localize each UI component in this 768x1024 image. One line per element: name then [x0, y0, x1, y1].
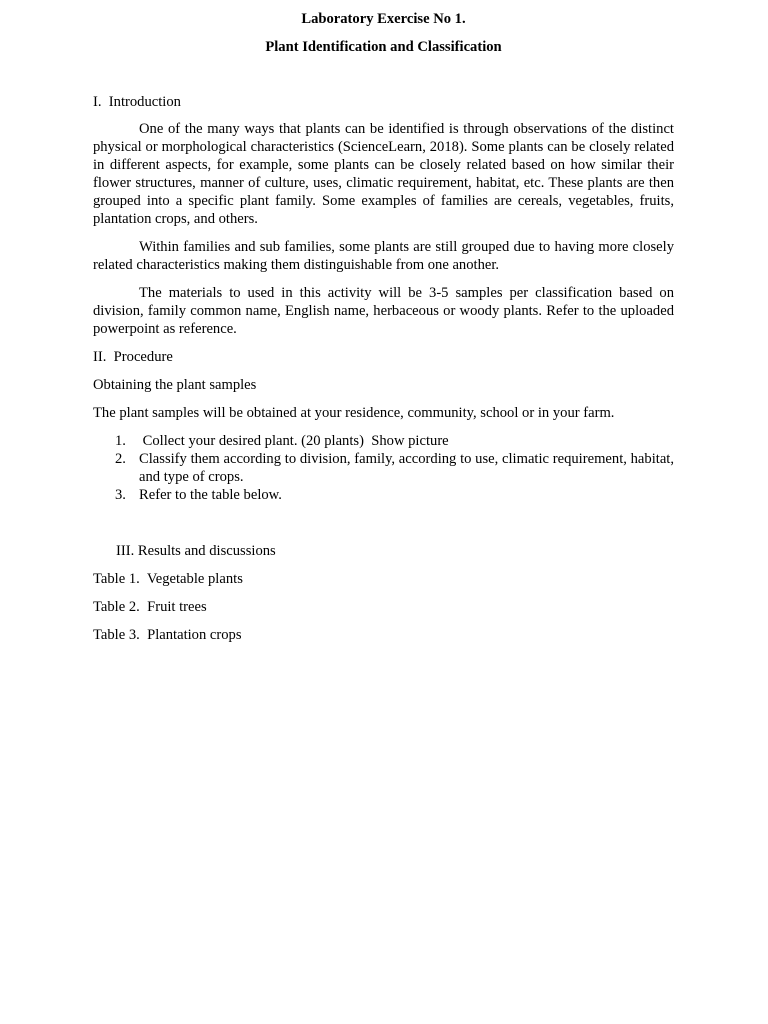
- section-heading-procedure: II. Procedure: [93, 349, 173, 365]
- list-item-number: 1.: [115, 433, 126, 449]
- list-item-text: Classify them according to division, family, according to use, climatic requirement, habitat, and type of crops.: [139, 451, 674, 485]
- list-item-text: Collect your desired plant. (20 plants) Show picture: [139, 433, 449, 449]
- intro-paragraph-3: The materials to used in this activity will be 3-5 samples per classification based on division, family common name, English name, herbaceous or woody plants. Refer to the uploaded powerpoint as reference.: [93, 285, 674, 337]
- list-item: [93, 486, 674, 504]
- document-body: [93, 9, 674, 644]
- list-item: [93, 432, 674, 450]
- table-caption-2: Table 2. Fruit trees: [93, 599, 207, 615]
- table-caption-3: Table 3. Plantation crops: [93, 627, 242, 643]
- intro-paragraph-2: Within families and sub families, some plants are still grouped due to having more closely related characteristics making them distinguishable from one another.: [93, 239, 674, 273]
- intro-paragraph-1: One of the many ways that plants can be identified is through observations of the distinct physical or morphological characteristics (ScienceLearn, 2018). Some plants can be closely related in different aspects, for example, some plants can be closely related based on how similar their flower structures, manner of culture, uses, climatic requirement, habitat, etc. These plants are then grouped into a specific plant family. Some examples of families are cereals, vegetables, fruits, plantation crops, and others.: [93, 121, 674, 227]
- section-heading-introduction: I. Introduction: [93, 94, 181, 110]
- list-item-number: 3.: [115, 487, 126, 503]
- list-item-number: 2.: [115, 451, 126, 467]
- section-heading-results: III. Results and discussions: [116, 543, 276, 559]
- document-subtitle: Plant Identification and Classification: [265, 39, 502, 55]
- procedure-subheading: Obtaining the plant samples: [93, 377, 257, 393]
- procedure-intro: The plant samples will be obtained at your residence, community, school or in your farm.: [93, 405, 615, 421]
- list-item: [93, 450, 674, 486]
- list-item-text: Refer to the table below.: [139, 487, 282, 503]
- table-caption-1: Table 1. Vegetable plants: [93, 571, 243, 587]
- document-title: Laboratory Exercise No 1.: [301, 11, 466, 27]
- procedure-steps-list: [93, 432, 674, 504]
